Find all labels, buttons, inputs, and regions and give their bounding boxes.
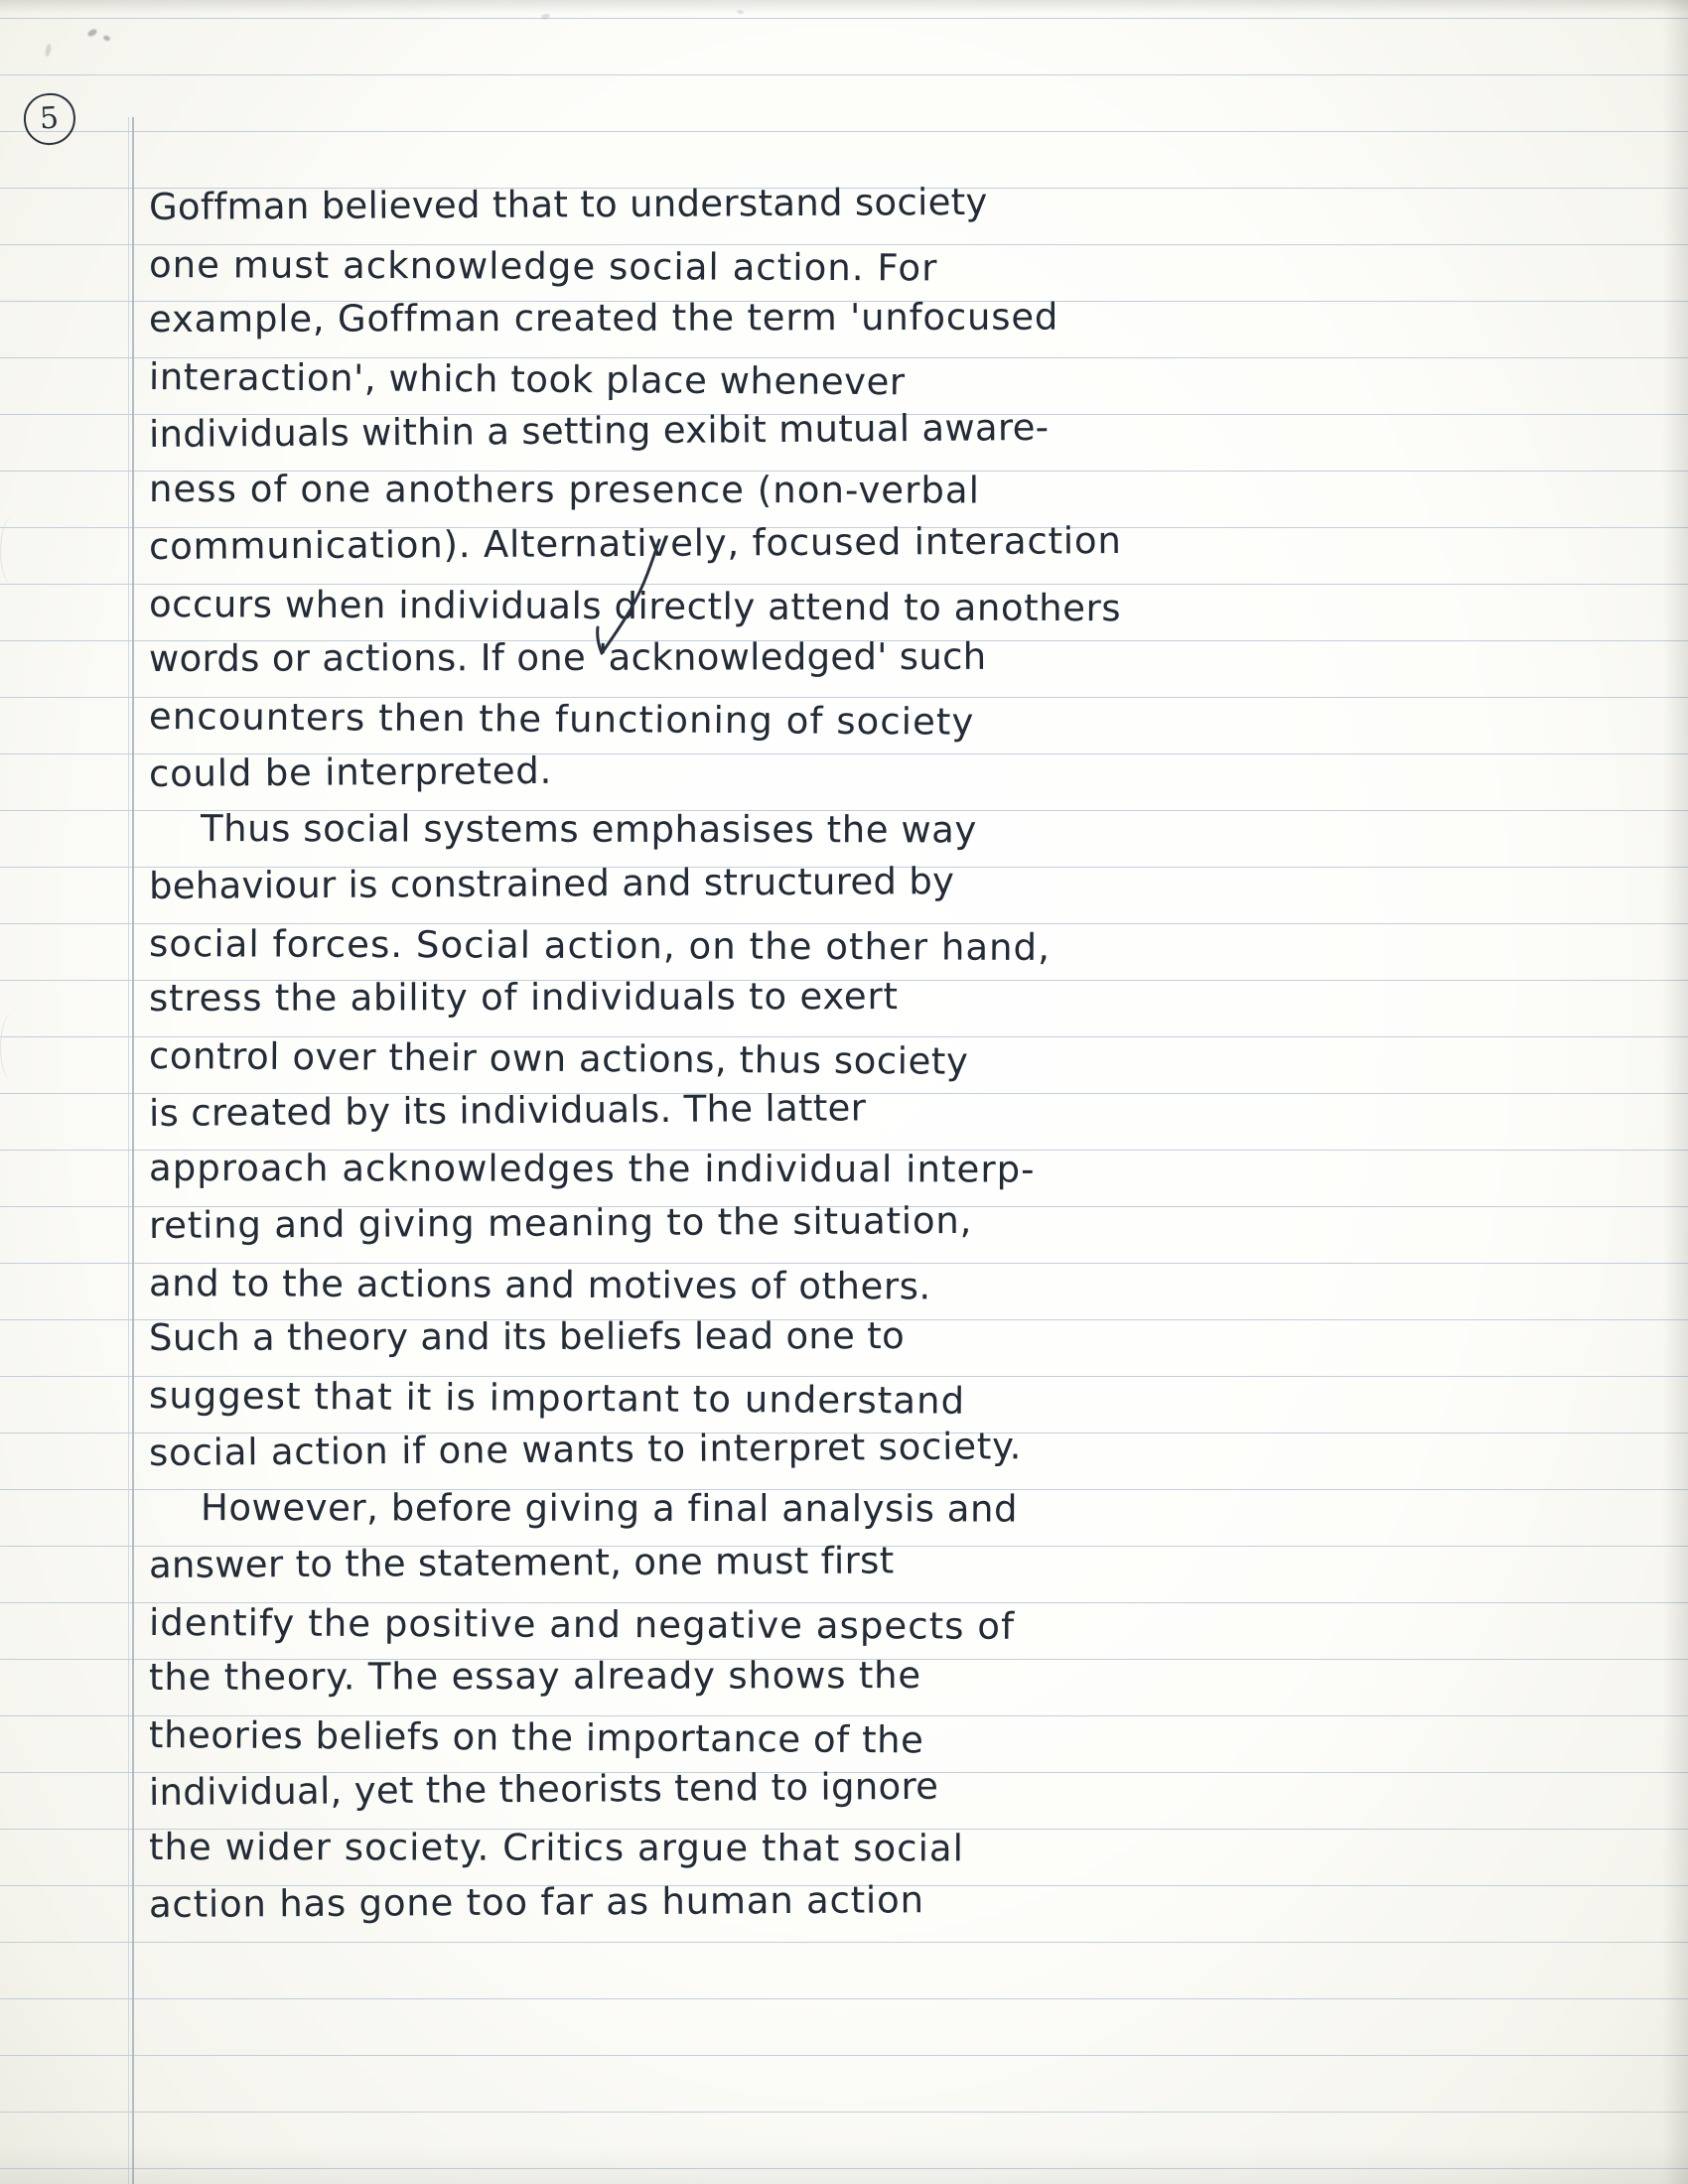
handwritten-line: words or actions. If one 'acknowledged' such — [148, 634, 987, 680]
handwritten-line: approach acknowledges the individual interp- — [148, 1147, 1036, 1191]
paragraph — [149, 179, 1628, 801]
handwritten-line: control over their own actions, thus society — [148, 1034, 969, 1083]
ruled-line — [0, 2055, 1688, 2056]
paragraph — [149, 1480, 1628, 1933]
handwritten-line: example, Goffman created the term 'unfocused — [148, 295, 1059, 341]
handwritten-line: individuals within a setting exibit mutual aware- — [148, 405, 1050, 456]
handwritten-line: However, before giving a final analysis and — [200, 1486, 1019, 1531]
ruled-line — [0, 1998, 1688, 1999]
handwritten-line: and to the actions and motives of others. — [148, 1262, 931, 1308]
ruled-line — [0, 1942, 1688, 1943]
handwritten-line: communication). Alternatively, focused interaction — [148, 519, 1122, 568]
ruled-line — [0, 74, 1688, 75]
paper-edge-arc — [0, 516, 27, 586]
handwritten-line: Thus social systems emphasises the way — [200, 807, 977, 852]
handwritten-line: interaction', which took place whenever — [148, 355, 906, 404]
handwritten-line: answer to the statement, one must first — [148, 1539, 895, 1586]
ruled-line — [0, 131, 1688, 132]
ruled-line — [0, 2112, 1688, 2113]
paragraph — [149, 801, 1628, 1480]
scan-edge-shadow-right — [1662, 0, 1688, 2184]
handwritten-line: social action if one wants to interpret society. — [148, 1425, 1023, 1474]
handwritten-line: stress the ability of individuals to exert — [148, 975, 899, 1020]
handwritten-line: Goffman believed that to understand society — [148, 180, 988, 228]
handwritten-line: Such a theory and its beliefs lead one to — [148, 1314, 906, 1359]
handwritten-line: could be interpreted. — [148, 749, 553, 795]
ruled-line — [0, 18, 1688, 19]
paper-edge-arc — [0, 1013, 27, 1082]
margin-line — [132, 117, 134, 2184]
handwritten-body — [149, 179, 1628, 1933]
handwritten-line: suggest that it is important to understand — [148, 1374, 966, 1423]
handwritten-line: encounters then the functioning of society — [148, 695, 975, 744]
handwritten-line: social forces. Social action, on the other hand, — [148, 922, 1052, 969]
handwritten-line: behaviour is constrained and structured by — [148, 860, 955, 907]
ruled-line — [0, 2168, 1688, 2169]
handwritten-line: the theory. The essay already shows the — [148, 1653, 922, 1699]
handwritten-line: is created by its individuals. The latter — [148, 1086, 867, 1135]
page-number — [24, 93, 75, 145]
handwritten-line: reting and giving meaning to the situation, — [148, 1198, 973, 1247]
handwritten-line: action has gone too far as human action — [148, 1878, 924, 1926]
handwritten-line: the wider society. Critics argue that social — [148, 1826, 965, 1870]
handwritten-line: one must acknowledge social action. For — [148, 243, 938, 290]
handwritten-line: theories beliefs on the importance of the — [148, 1713, 924, 1762]
handwritten-line: occurs when individuals directly attend to anothers — [148, 583, 1122, 630]
scan-edge-shadow-top — [0, 0, 1688, 14]
handwritten-line: ness of one anothers presence (non-verbal — [148, 468, 981, 512]
margin-line-secondary — [128, 117, 129, 2184]
handwritten-line: individual, yet the theorists tend to ignore — [148, 1764, 939, 1814]
page-number-value: 5 — [39, 100, 61, 136]
handwritten-line: identify the positive and negative aspects of — [148, 1601, 1016, 1648]
